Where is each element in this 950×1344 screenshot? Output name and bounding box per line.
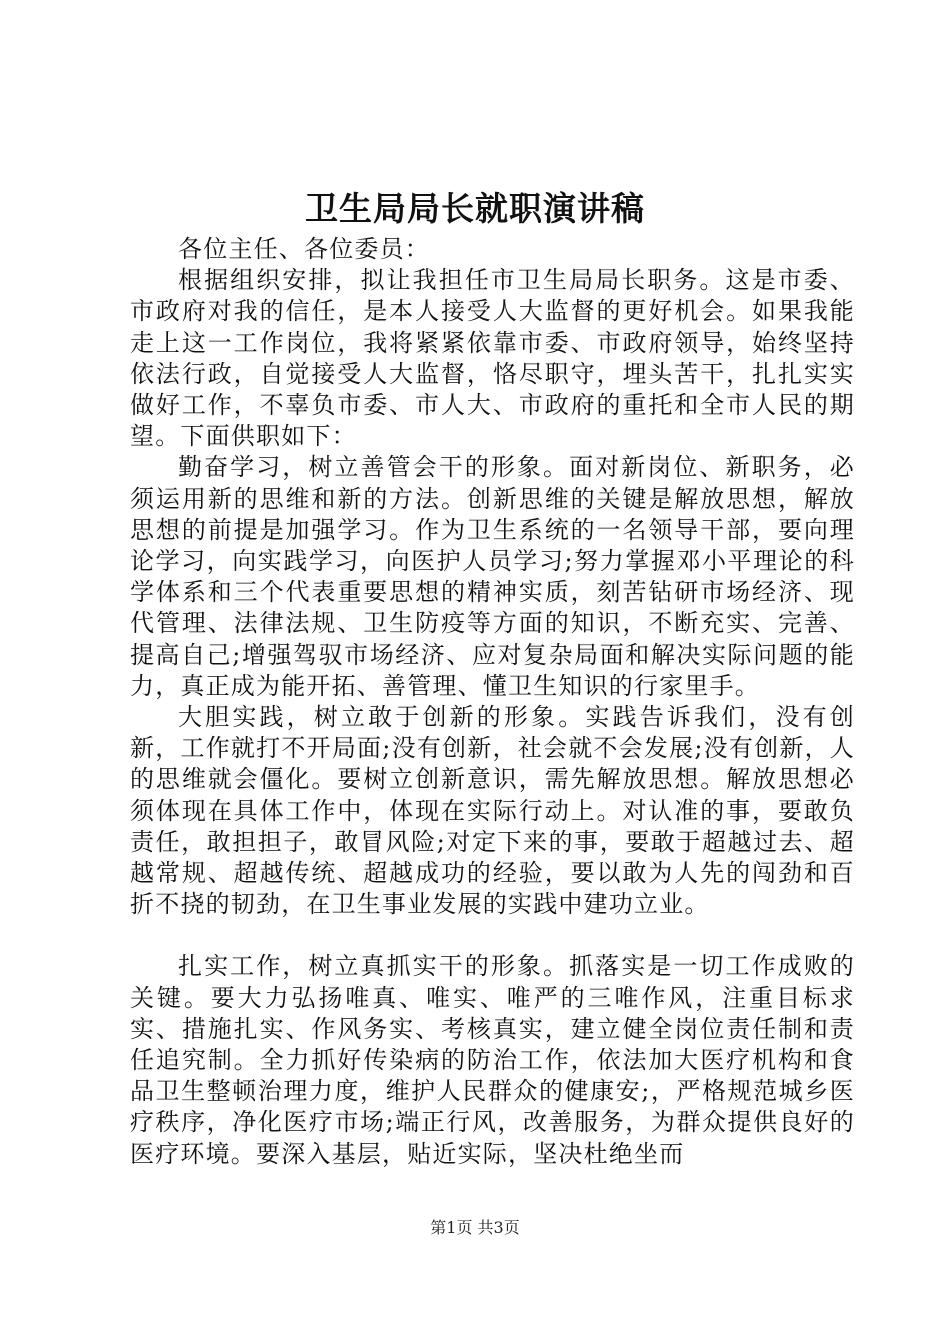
study-paragraph: 勤奋学习，树立善管会干的形象。面对新岗位、新职务，必须运用新的思维和新的方法。创新思维的关键是解放思想，解放思想的前提是加强学习。作为卫生系统的一名领导干部，要向理论学习，向实践学习，向医护人员学习;努力掌握邓小平理论的科学体系和三个代表重要思想的精神实质，刻苦钻研市场经济、现代管理、法律法规、卫生防疫等方面的知识，不断充实、完善、提高自己;增强驾驭市场经济、应对复杂局面和解决实际问题的能力，真正成为能开拓、善管理、懂卫生知识的行家里手。 [130, 453, 855, 700]
document-title: 卫生局局长就职演讲稿 [305, 189, 645, 228]
page-footer: 第1页 共3页 [430, 1218, 520, 1237]
salutation-paragraph: 各位主任、各位委员： [178, 235, 430, 263]
document-body [130, 234, 855, 1170]
intro-paragraph: 根据组织安排，拟让我担任市卫生局局长职务。这是市委、市政府对我的信任，是本人接受人大监督的更好机会。如果我能走上这一工作岗位，我将紧紧依靠市委、市政府领导，始终坚持依法行政，自觉接受人大监督，恪尽职守，埋头苦干，扎扎实实做好工作，不辜负市委、市人大、市政府的重托和全市人民的期望。下面供职如下： [130, 266, 855, 451]
work-paragraph: 扎实工作，树立真抓实干的形象。抓落实是一切工作成败的关键。要大力弘扬唯真、唯实、唯严的三唯作风，注重目标求实、措施扎实、作风务实、考核真实，建立健全岗位责任制和责任追究制。全力抓好传染病的防治工作，依法加大医疗机构和食品卫生整顿治理力度，维护人民群众的健康安;，严格规范城乡医疗秩序，净化医疗市场;端正行风，改善服务，为群众提供良好的医疗环境。要深入基层，贴近实际，坚决杜绝坐而 [130, 952, 855, 1168]
practice-paragraph: 大胆实践，树立敢于创新的形象。实践告诉我们，没有创新，工作就打不开局面;没有创新，社会就不会发展;没有创新，人的思维就会僵化。要树立创新意识，需先解放思想。解放思想必须体现在具体工作中，体现在实际行动上。对认准的事，要敢负责任，敢担担子，敢冒风险;对定下来的事，要敢于超越过去、超越常规、超越传统、超越成功的经验，要以敢为人先的闯劲和百折不挠的韧劲，在卫生事业发展的实践中建功立业。 [130, 703, 855, 919]
